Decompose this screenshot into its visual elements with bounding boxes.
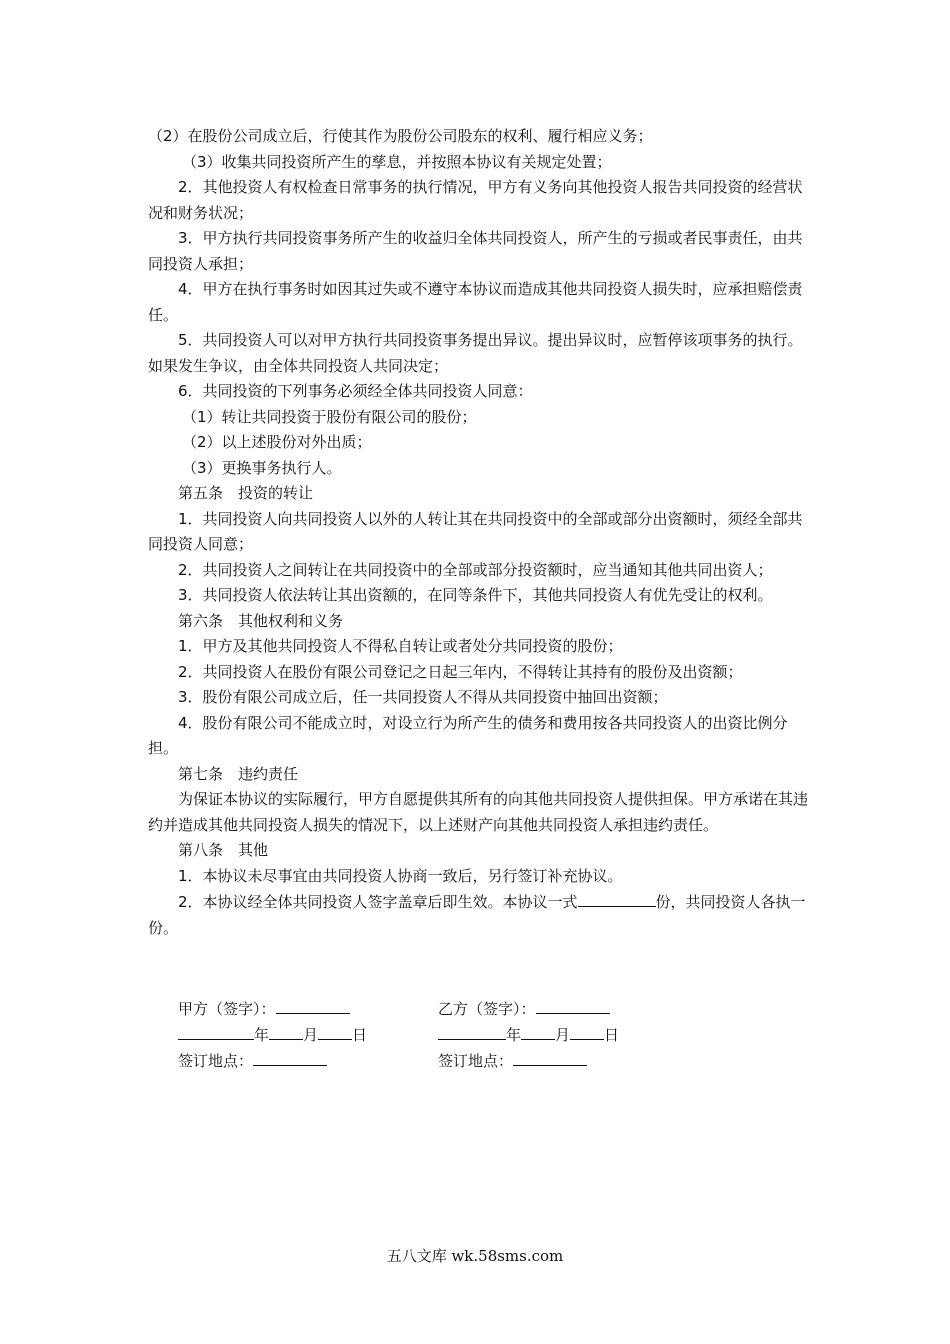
paragraph: 4．甲方在执行事务时如因其过失或不遵守本协议而造成其他共同投资人损失时，应承担赔偿责任。 <box>148 280 803 324</box>
paragraph: 1．本协议未尽事宜由共同投资人协商一致后，另行签订补充协议。 <box>178 866 623 885</box>
party-a-date <box>178 1022 367 1048</box>
party-b-month-blank[interactable] <box>521 1022 555 1040</box>
paragraph: （2）在股份公司成立后，行使其作为股份公司股东的权利、履行相应义务； <box>148 127 653 145</box>
agreement-body <box>148 124 808 941</box>
party-b-place <box>438 1048 587 1074</box>
last-clause <box>148 889 808 941</box>
paragraph: 第七条 违约责任 <box>178 764 299 783</box>
paragraph: 4．股份有限公司不能成立时，对设立行为所产生的债务和费用按各共同投资人的出资比例分担。 <box>148 713 788 757</box>
paragraph: 1．共同投资人向共同投资人以外的人转让其在共同投资中的全部或部分出资额时，须经全部共同投资人同意； <box>148 509 803 553</box>
party-a-label: 甲方（签字）： <box>178 1000 276 1018</box>
year-label-a: 年 <box>254 1026 270 1044</box>
paragraph: 5．共同投资人可以对甲方执行共同投资事务提出异议。提出异议时，应暂停该项事务的执行。如果发生争议，由全体共同投资人共同决定； <box>148 331 803 375</box>
last-clause-after: 份，共同投资人各执一份。 <box>148 893 806 937</box>
party-b-day-blank[interactable] <box>570 1022 604 1040</box>
party-a-place <box>178 1048 327 1074</box>
party-b-sign-blank[interactable] <box>536 996 610 1014</box>
party-b-label: 乙方（签字）： <box>438 1000 536 1018</box>
footer-watermark: 五八文库 wk.58sms.com <box>386 1247 564 1265</box>
month-label-b: 月 <box>555 1026 571 1044</box>
place-row <box>178 1048 698 1074</box>
signature-block <box>178 996 698 1074</box>
party-b-signature <box>438 996 610 1022</box>
party-b-year-blank[interactable] <box>438 1022 506 1040</box>
party-b-place-blank[interactable] <box>513 1048 587 1066</box>
last-clause-before: 2．本协议经全体共同投资人签字盖章后即生效。本协议一式 <box>178 893 578 911</box>
paragraph: 第五条 投资的转让 <box>178 484 314 502</box>
paragraph: （1）转让共同投资于股份有限公司的股份； <box>182 407 477 426</box>
year-label-b: 年 <box>506 1026 522 1044</box>
place-label-a: 签订地点： <box>178 1052 254 1070</box>
party-a-place-blank[interactable] <box>253 1048 327 1066</box>
place-label-b: 签订地点： <box>438 1052 514 1070</box>
paragraph: 3．股份有限公司成立后，任一共同投资人不得从共同投资中抽回出资额； <box>178 688 668 706</box>
copies-blank[interactable] <box>578 889 656 907</box>
signature-row <box>178 996 698 1022</box>
paragraph: （3）收集共同投资所产生的孳息，并按照本协议有关规定处置； <box>182 152 612 171</box>
party-a-signature <box>178 996 350 1022</box>
paragraph: 2．共同投资人在股份有限公司登记之日起三年内，不得转让其持有的股份及出资额； <box>178 662 743 681</box>
party-a-day-blank[interactable] <box>318 1022 352 1040</box>
party-a-sign-blank[interactable] <box>276 996 350 1014</box>
day-label-a: 日 <box>352 1026 368 1044</box>
paragraph: 2．共同投资人之间转让在共同投资中的全部或部分投资额时，应当通知其他共同出资人； <box>178 560 773 579</box>
paragraph: 1．甲方及其他共同投资人不得私自转让或者处分共同投资的股份； <box>178 637 623 655</box>
month-label-a: 月 <box>303 1026 319 1044</box>
paragraph: 3．共同投资人依法转让其出资额的，在同等条件下，其他共同投资人有优先受让的权利。 <box>178 586 773 604</box>
paragraph: 2．其他投资人有权检查日常事务的执行情况，甲方有义务向其他投资人报告共同投资的经营状况和财务状况； <box>148 178 803 222</box>
paragraph: （2）以上述股份对外出质； <box>182 433 372 451</box>
paragraph: 第八条 其他 <box>178 841 269 859</box>
date-row <box>178 1022 698 1048</box>
paragraph: 6．共同投资的下列事务必须经全体共同投资人同意： <box>178 382 533 400</box>
party-b-date <box>438 1022 619 1048</box>
paragraph: 第六条 其他权利和义务 <box>178 611 344 630</box>
party-a-year-blank[interactable] <box>178 1022 254 1040</box>
paragraph: （3）更换事务执行人。 <box>182 458 342 477</box>
paragraph: 为保证本协议的实际履行，甲方自愿提供其所有的向其他共同投资人提供担保。甲方承诺在其违约并造成其他共同投资人损失的情况下，以上述财产向其他共同投资人承担违约责任。 <box>148 790 809 834</box>
party-a-month-blank[interactable] <box>269 1022 303 1040</box>
day-label-b: 日 <box>604 1026 620 1044</box>
paragraph: 3．甲方执行共同投资事务所产生的收益归全体共同投资人，所产生的亏损或者民事责任，由共同投资人承担； <box>148 229 803 273</box>
